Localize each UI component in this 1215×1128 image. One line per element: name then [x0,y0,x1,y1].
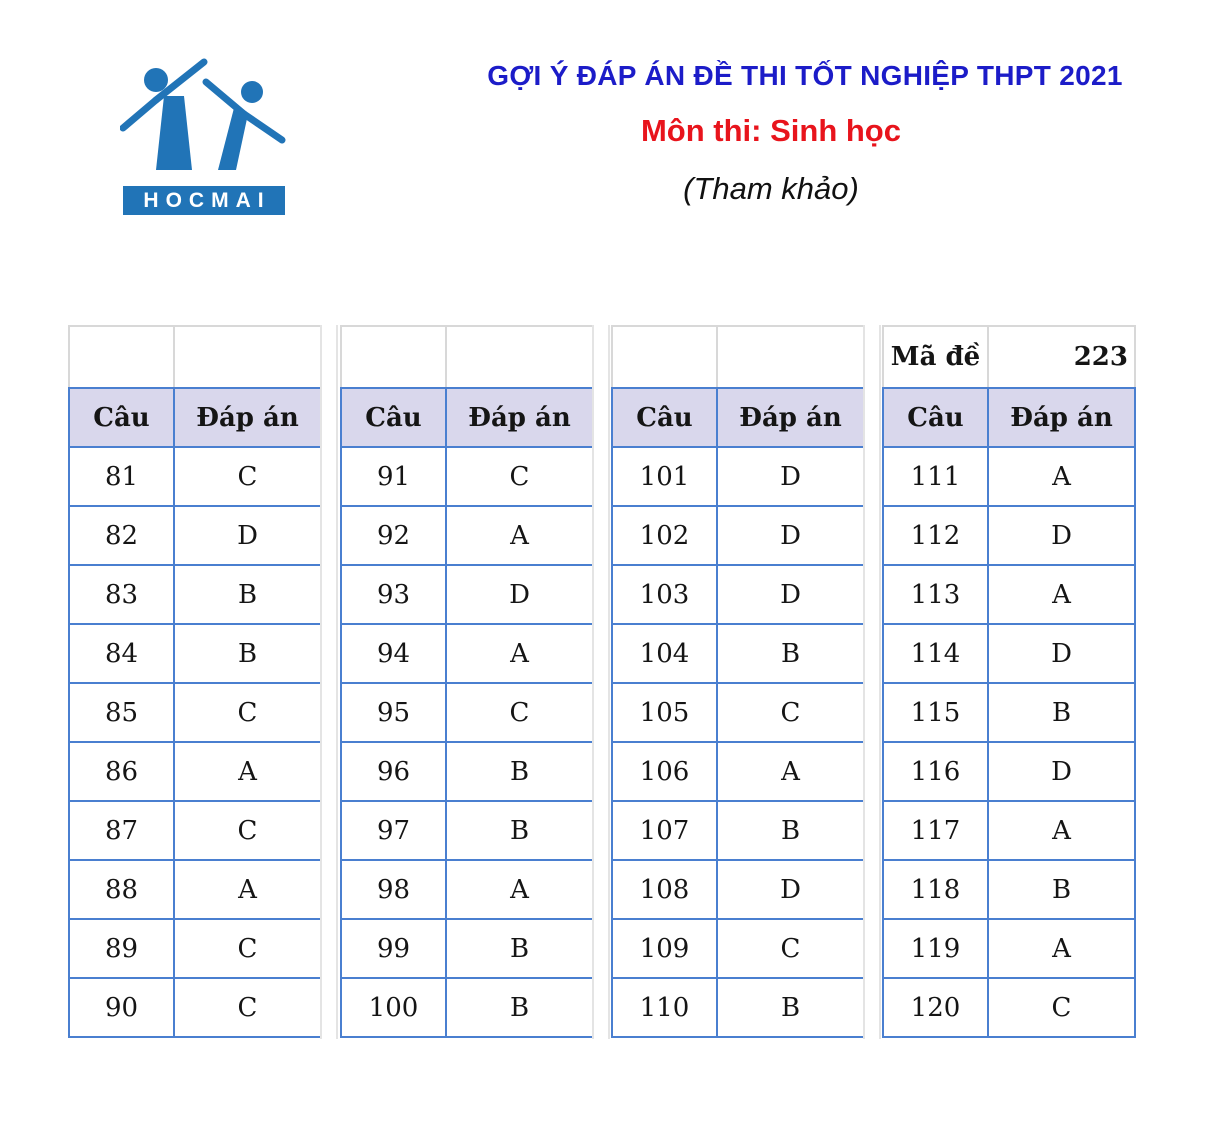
answer-letter: C [717,683,864,742]
table-row [341,860,593,919]
blank-row [612,326,864,388]
question-number: 112 [883,506,988,565]
table-row [612,742,864,801]
answer-table [340,325,594,1038]
question-number: 108 [612,860,717,919]
question-number: 92 [341,506,446,565]
question-number: 101 [612,447,717,506]
table-row [341,742,593,801]
header-row [341,388,593,447]
table-row [612,860,864,919]
table-row [341,506,593,565]
question-number: 116 [883,742,988,801]
answer-header: Đáp án [988,388,1135,447]
answer-table [68,325,322,1038]
answer-letter: C [446,447,593,506]
table-row [612,978,864,1037]
header-row [612,388,864,447]
blank-row [69,326,321,388]
table-row [341,919,593,978]
question-number: 113 [883,565,988,624]
answer-header: Đáp án [717,388,864,447]
question-header: Câu [69,388,174,447]
answer-letter: D [174,506,321,565]
question-number: 98 [341,860,446,919]
table-row [69,624,321,683]
question-number: 111 [883,447,988,506]
table-row [69,742,321,801]
table-row [69,919,321,978]
answer-letter: B [717,801,864,860]
answer-header: Đáp án [174,388,321,447]
question-number: 83 [69,565,174,624]
logo-figures-icon [120,58,288,186]
table-row [341,565,593,624]
answer-letter: D [988,742,1135,801]
table-row [341,801,593,860]
table-row [883,919,1135,978]
table-row [69,683,321,742]
answer-letter: C [174,978,321,1037]
table-row [612,447,864,506]
table-row [883,860,1135,919]
answer-header: Đáp án [446,388,593,447]
table-row [341,447,593,506]
exam-code-label: Mã đề [883,326,988,388]
answer-letter: B [446,801,593,860]
table-row [612,683,864,742]
table-row [69,801,321,860]
table-row [69,447,321,506]
answer-letter: D [717,860,864,919]
question-number: 99 [341,919,446,978]
answer-letter: A [174,860,321,919]
answer-letter: D [717,565,864,624]
question-number: 89 [69,919,174,978]
answer-letter: D [988,506,1135,565]
answer-letter: B [446,919,593,978]
question-number: 114 [883,624,988,683]
question-number: 106 [612,742,717,801]
question-number: 96 [341,742,446,801]
question-number: 88 [69,860,174,919]
question-number: 118 [883,860,988,919]
question-number: 95 [341,683,446,742]
question-header: Câu [341,388,446,447]
answer-block-3 [611,325,863,1038]
answer-letter: A [988,565,1135,624]
question-number: 86 [69,742,174,801]
question-number: 85 [69,683,174,742]
question-number: 100 [341,978,446,1037]
table-row [612,506,864,565]
question-number: 81 [69,447,174,506]
table-row [883,978,1135,1037]
answer-letter: D [717,506,864,565]
question-number: 119 [883,919,988,978]
answer-letter: D [988,624,1135,683]
question-number: 110 [612,978,717,1037]
column-gap [592,325,610,1039]
answer-table [611,325,865,1038]
header-row [69,388,321,447]
table-row [883,506,1135,565]
table-row [341,624,593,683]
answer-letter: B [446,978,593,1037]
answer-letter: B [717,978,864,1037]
question-number: 84 [69,624,174,683]
document-title: GỢI Ý ĐÁP ÁN ĐỀ THI TỐT NGHIỆP THPT 2021 [487,60,1123,91]
table-row [612,801,864,860]
question-number: 109 [612,919,717,978]
answer-letter: C [174,919,321,978]
question-number: 120 [883,978,988,1037]
table-row [883,447,1135,506]
answer-letter: D [717,447,864,506]
question-number: 93 [341,565,446,624]
hocmai-logo [120,58,288,218]
answer-block-1 [68,325,320,1038]
question-number: 105 [612,683,717,742]
column-gap [320,325,338,1039]
blank-row [341,326,593,388]
answer-letter: D [446,565,593,624]
question-number: 102 [612,506,717,565]
answer-letter: C [174,447,321,506]
answer-letter: A [988,919,1135,978]
question-number: 104 [612,624,717,683]
question-number: 94 [341,624,446,683]
answer-letter: A [446,624,593,683]
answer-letter: C [174,683,321,742]
header-row [883,388,1135,447]
question-number: 87 [69,801,174,860]
answer-letter: B [174,624,321,683]
answer-table [882,325,1136,1038]
answer-letter: C [446,683,593,742]
reference-note: (Tham khảo) [683,171,859,206]
answer-letter: C [717,919,864,978]
answer-key [68,325,1134,1041]
table-row [69,978,321,1037]
table-row [612,565,864,624]
exam-code-row [883,326,1135,388]
exam-code-value: 223 [988,326,1135,388]
answer-letter: A [174,742,321,801]
answer-block-4 [882,325,1134,1038]
table-row [612,919,864,978]
answer-letter: B [446,742,593,801]
answer-letter: B [717,624,864,683]
answer-letter: B [988,860,1135,919]
question-header: Câu [883,388,988,447]
question-header: Câu [612,388,717,447]
table-row [341,978,593,1037]
column-gap [863,325,881,1039]
answer-block-2 [340,325,592,1038]
table-row [69,506,321,565]
table-row [341,683,593,742]
answer-letter: B [988,683,1135,742]
answer-letter: A [988,447,1135,506]
logo-brand-text: HOCMAI [123,186,285,215]
answer-letter: A [717,742,864,801]
answer-letter: A [446,506,593,565]
question-number: 91 [341,447,446,506]
question-number: 115 [883,683,988,742]
table-row [883,565,1135,624]
table-row [69,860,321,919]
answer-letter: C [988,978,1135,1037]
question-number: 90 [69,978,174,1037]
question-number: 103 [612,565,717,624]
table-row [883,683,1135,742]
table-row [883,742,1135,801]
question-number: 82 [69,506,174,565]
table-row [69,565,321,624]
table-row [883,624,1135,683]
answer-letter: B [174,565,321,624]
table-row [612,624,864,683]
answer-letter: A [446,860,593,919]
question-number: 97 [341,801,446,860]
answer-letter: A [988,801,1135,860]
table-row [883,801,1135,860]
question-number: 117 [883,801,988,860]
subject-line: Môn thi: Sinh học [640,113,901,148]
answer-letter: C [174,801,321,860]
question-number: 107 [612,801,717,860]
